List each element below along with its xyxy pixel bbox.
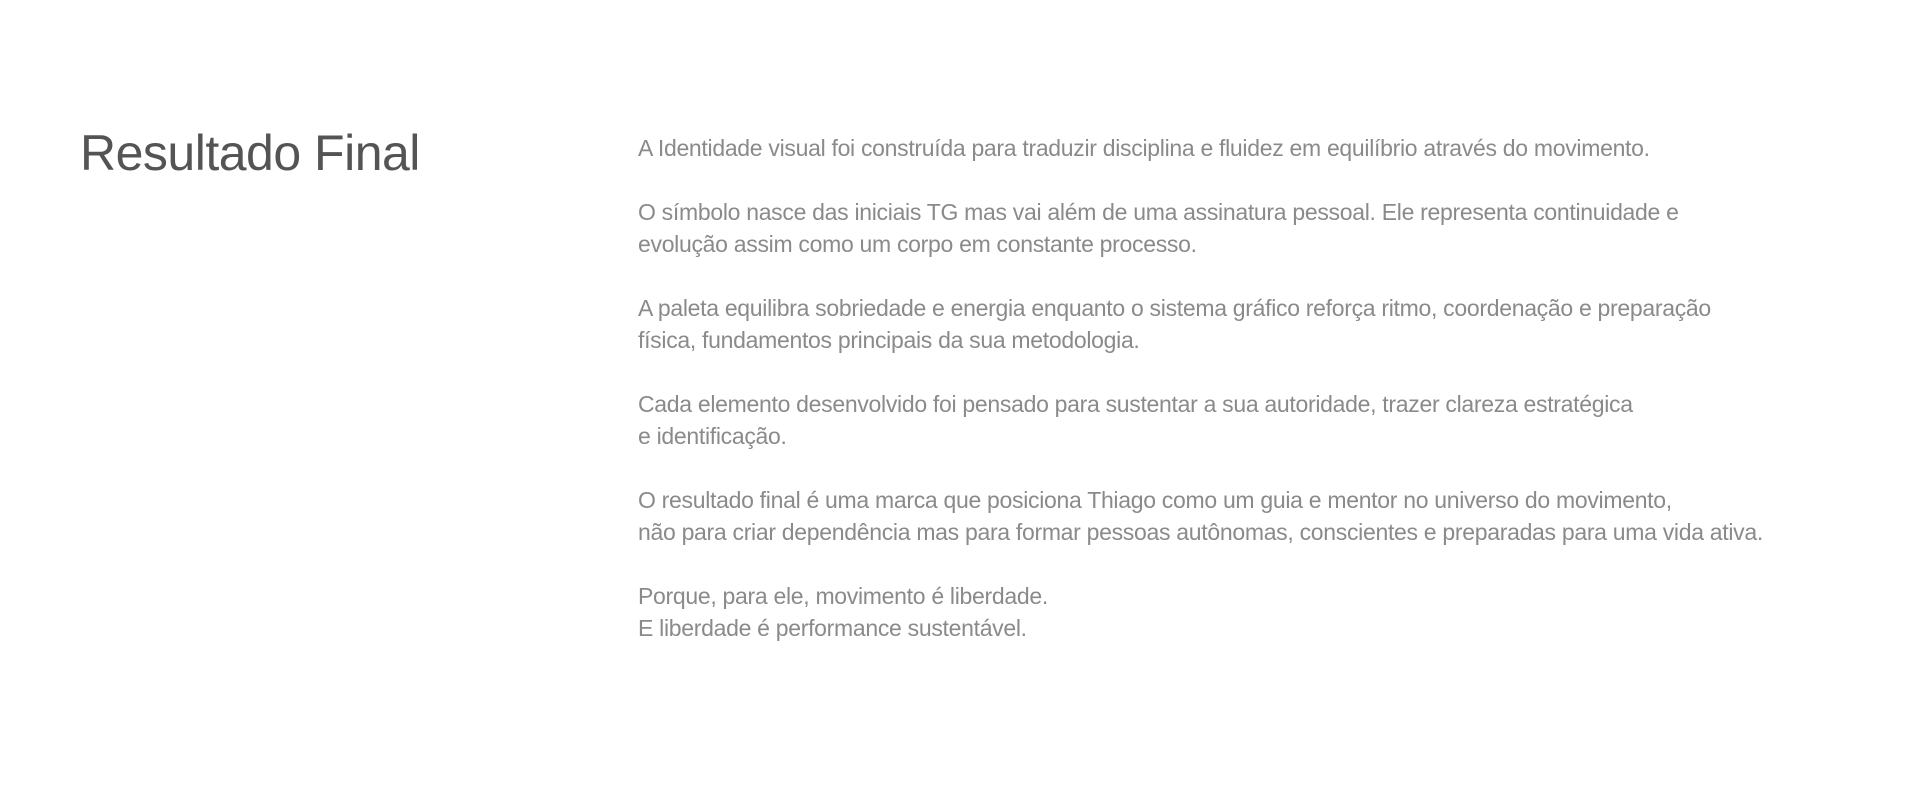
paragraph-line: não para criar dependência mas para formar pessoas autônomas, conscientes e preparadas para uma vida ativa. [638, 519, 1763, 545]
paragraph-line: Cada elemento desenvolvido foi pensado para sustentar a sua autoridade, trazer clareza estratégica [638, 391, 1633, 417]
paragraph-line: O resultado final é uma marca que posiciona Thiago como um guia e mentor no universo do movimento, [638, 487, 1672, 513]
paragraph-line: O símbolo nasce das iniciais TG mas vai além de uma assinatura pessoal. Ele representa continuidade e [638, 199, 1679, 225]
paragraph-line: e identificação. [638, 423, 787, 449]
paragraph-line: A Identidade visual foi construída para traduzir disciplina e fluidez em equilíbrio através do movimento. [638, 135, 1650, 161]
paragraph-line: E liberdade é performance sustentável. [638, 615, 1027, 641]
paragraph-identity [638, 132, 1898, 164]
paragraph-line: Porque, para ele, movimento é liberdade. [638, 583, 1048, 609]
paragraph-line: evolução assim como um corpo em constante processo. [638, 231, 1197, 257]
paragraph-elements [638, 388, 1898, 452]
paragraph-palette [638, 292, 1898, 356]
paragraph-result [638, 484, 1898, 548]
paragraph-symbol [638, 196, 1898, 260]
paragraph-closing [638, 580, 1898, 644]
page-title: Resultado Final [80, 125, 420, 181]
body-text [638, 132, 1898, 676]
paragraph-line: A paleta equilibra sobriedade e energia enquanto o sistema gráfico reforça ritmo, coordenação e preparação [638, 295, 1711, 321]
paragraph-line: física, fundamentos principais da sua metodologia. [638, 327, 1140, 353]
